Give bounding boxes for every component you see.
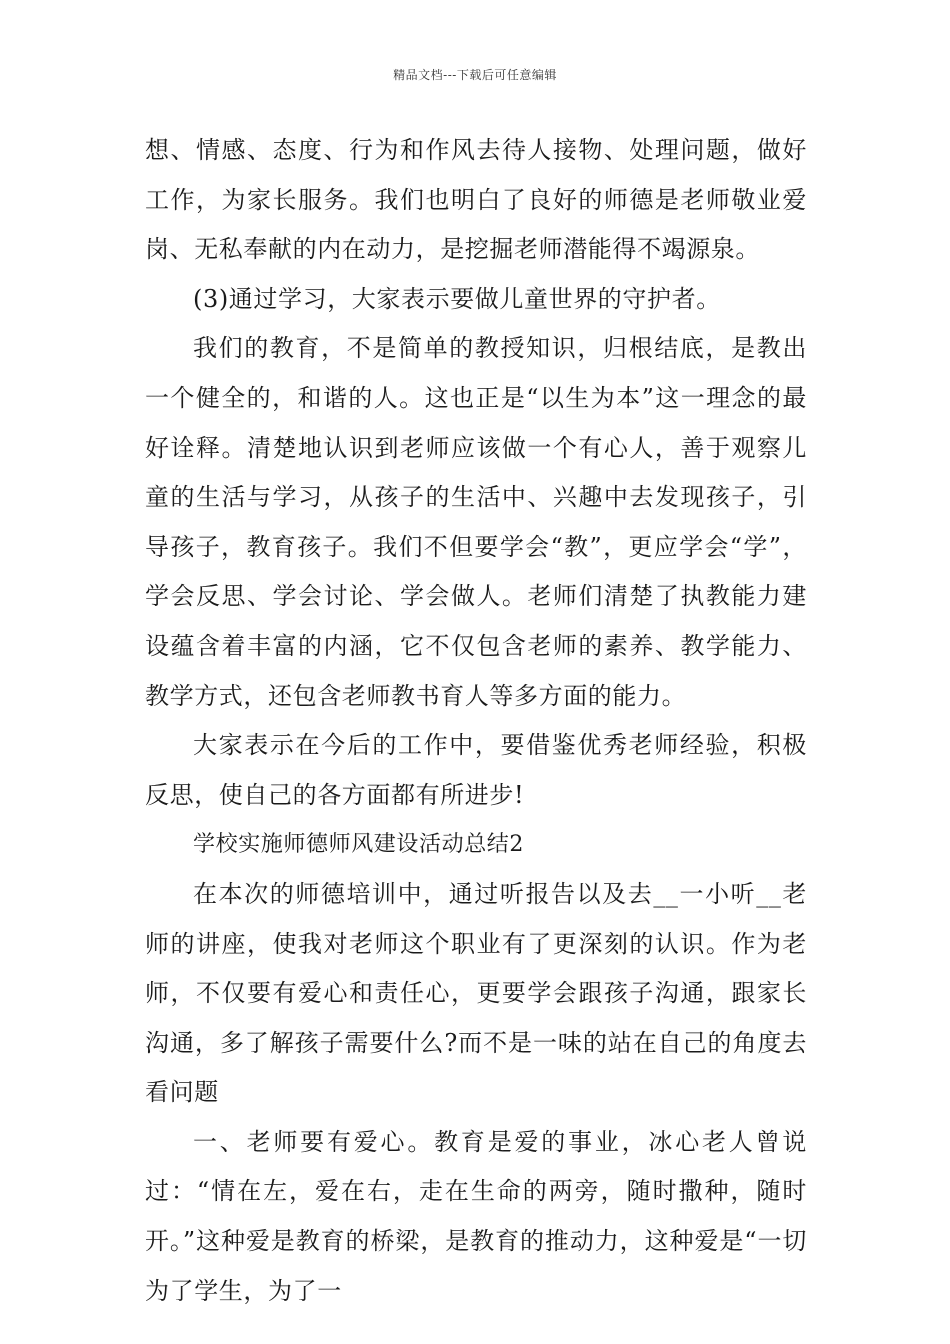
- paragraph-4: 大家表示在今后的工作中，要借鉴优秀老师经验，积极反思，使自己的各方面都有所进步!: [145, 731, 807, 809]
- paragraph-1: 想、情感、态度、行为和作风去待人接物、处理问题，做好工作，为家长服务。我们也明白了良好的师德是老师敬业爱岗、无私奉献的内在动力，是挖掘老师潜能得不竭源泉。: [145, 136, 807, 264]
- paragraph-3: 我们的教育，不是简单的教授知识，归根结底，是教出一个健全的，和谐的人。这也正是“以生为本”这一理念的最好诠释。清楚地认识到老师应该做一个有心人，善于观察儿童的生活与学习，从孩子的生活中、兴趣中去发现孩子，引导孩子，教育孩子。我们不但要学会“教”，更应学会“学”，学会反思、学会讨论、学会做人。老师们清楚了执教能力建设蕴含着丰富的内涵，它不仅包含老师的素养、教学能力、教学方式，还包含老师教书育人等多方面的能力。: [145, 334, 807, 710]
- document-body: [145, 126, 807, 1316]
- paragraph-5: 在本次的师德培训中，通过听报告以及去__一小听__老师的讲座，使我对老师这个职业有了更深刻的认识。作为老师，不仅要有爱心和责任心，更要学会跟孩子沟通，跟家长沟通，多了解孩子需要什么?而不是一味的站在自己的角度去看问题: [145, 879, 807, 1107]
- paragraph-2: (3)通过学习，大家表示要做儿童世界的守护者。: [193, 284, 721, 313]
- section-title: 学校实施师德师风建设活动总结2: [193, 832, 524, 858]
- paragraph-6: 一、老师要有爱心。教育是爱的事业，冰心老人曾说过：“情在左，爱在右，走在生命的两旁，随时撒种，随时开。”这种爱是教育的桥梁，是教育的推动力，这种爱是“一切为了学生，为了一: [145, 1127, 807, 1305]
- page-header: 精品文档---下载后可任意编辑: [393, 68, 557, 82]
